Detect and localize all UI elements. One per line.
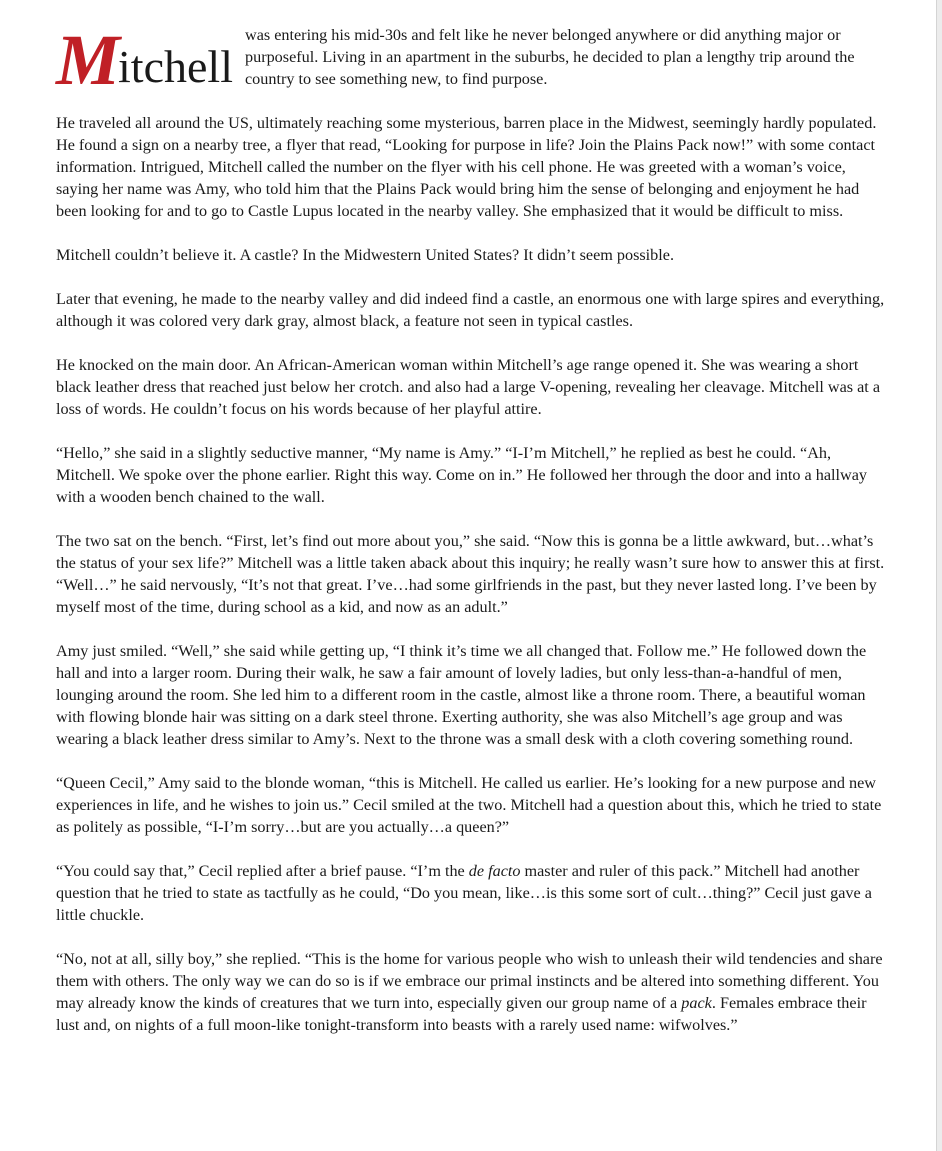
italic-phrase: de facto: [468, 862, 521, 880]
paragraph-7: The two sat on the bench. “First, let’s find out more about you,” she said. “Now this is gonna be a little awkward, but…what’s the status of your sex life?” Mitchell was a little taken aback about this inquiry; he really wasn’t sure how to answer this at first. “Well…” he said nervously, “It’s not that great. I’ve…had some girlfriends in the past, but they never lasted long. I’ve been by myself most of the time, during school as a kid, and now as an adult.”: [56, 532, 885, 616]
paragraph-6: “Hello,” she said in a slightly seductive manner, “My name is Amy.” “I-I’m Mitchell,” he replied as best he could. “Ah, Mitchell. We spoke over the phone earlier. Right this way. Come on in.” He followed her through the door and into a hallway with a wooden bench chained to the wall.: [56, 444, 868, 506]
title-rest: itchell: [118, 41, 233, 92]
paragraph-1: [56, 20, 888, 100]
paragraph-text-before: “You could say that,” Cecil replied after a brief pause. “I’m the: [56, 862, 469, 880]
drop-cap: M: [56, 20, 121, 100]
paragraph-10: [56, 860, 888, 926]
paragraph-text-before: “No, not at all, silly boy,” she replied. “This is the home for various people who wish to unleash their wild tendencies and share them with others. The only way we can do so is if we embrace our primal instincts and be altered into something different. You may already know the kinds of creatures that we turn into, especially given our group name of a: [56, 950, 883, 1012]
paragraph-5: He knocked on the main door. An African-American woman within Mitchell’s age range opened it. She was wearing a short black leather dress that reached just below her crotch. and also had a large V-opening, revealing her cleavage. Mitchell was at a loss of words. He couldn’t focus on his words because of her playful attire.: [56, 356, 881, 418]
paragraph-11: [56, 948, 888, 1036]
paragraph-2: He traveled all around the US, ultimately reaching some mysterious, barren place in the Midwest, seemingly hardly populated. He found a sign on a nearby tree, a flyer that read, “Looking for purpose in life? Join the Plains Pack now!” with some contact information. Intrigued, Mitchell called the number on the flyer with his cell phone. He was greeted with a woman’s voice, saying her name was Amy, who told him that the Plains Pack would bring him the sense of belonging and enjoyment he had been looking for and to go to Castle Lupus located in the nearby valley. She emphasized that it would be difficult to miss.: [56, 114, 877, 220]
paragraph-3: Mitchell couldn’t believe it. A castle? In the Midwestern United States? It didn’t seem possible.: [56, 246, 674, 264]
paragraph-8: Amy just smiled. “Well,” she said while getting up, “I think it’s time we all changed that. Follow me.” He followed down the hall and into a larger room. During their walk, he saw a fair amount of lovely ladies, but only less-than-a-handful of men, lounging around the room. She led him to a different room in the castle, almost like a throne room. There, a beautiful woman with flowing blonde hair was sitting on a dark steel throne. Exerting authority, she was also Mitchell’s age group and was wearing a black leather dress similar to Amy’s. Next to the throne was a small desk with a cloth covering something round.: [56, 642, 867, 748]
paragraph-text: was entering his mid-30s and felt like he never belonged anywhere or did anything major or purposeful. Living in an apartment in the suburbs, he decided to plan a lengthy trip around the country to see something new, to find purpose.: [245, 26, 855, 88]
paragraph-9: “Queen Cecil,” Amy said to the blonde woman, “this is Mitchell. He called us earlier. He’s looking for a new purpose and new experiences in life, and he wishes to join us.” Cecil smiled at the two. Mitchell had a question about this, which he tried to state as politely as possible, “I-I’m sorry…but are you actually…a queen?”: [56, 774, 882, 836]
story-body: [56, 20, 888, 1058]
italic-phrase: pack: [681, 994, 712, 1012]
paragraph-text-after: . Females embrace their lust and, on nights of a full moon-like tonight-transform into beasts with a rarely used name: wifwolves.”: [56, 994, 867, 1034]
paragraph-text-after: master and ruler of this pack.” Mitchell had another question that he tried to state as tactfully as he could, “Do you mean, like…is this some sort of cult…thing?” Cecil just gave a little chuckle.: [56, 862, 872, 924]
story-title: [56, 20, 233, 100]
page-edge: [936, 0, 942, 1151]
paragraph-4: Later that evening, he made to the nearby valley and did indeed find a castle, an enormous one with large spires and everything, although it was colored very dark gray, almost black, a feature not seen in typical castles.: [56, 290, 885, 330]
